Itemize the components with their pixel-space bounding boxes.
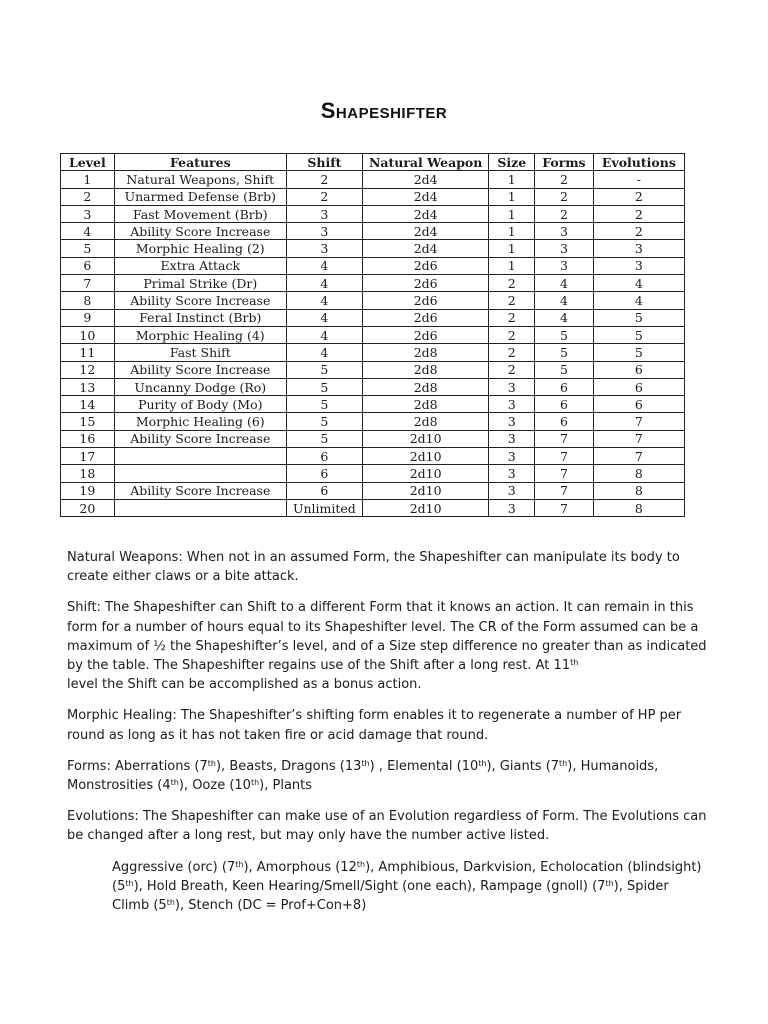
table-cell: 5 (593, 309, 684, 326)
table-cell: 14 (61, 396, 115, 413)
table-cell: 7 (535, 430, 594, 447)
table-row (61, 499, 685, 516)
table-cell: 1 (489, 257, 535, 274)
table-cell: 2d8 (362, 396, 489, 413)
table-cell: Ability Score Increase (114, 361, 286, 378)
evolution-text: ), Spider Climb (5 (112, 878, 669, 914)
evolution-ordinal: th (125, 878, 134, 888)
table-cell: 6 (593, 378, 684, 395)
table-cell: 3 (489, 465, 535, 482)
table-cell: 7 (535, 465, 594, 482)
table-cell (114, 465, 286, 482)
forms-paragraph (67, 757, 707, 795)
table-cell: 1 (489, 188, 535, 205)
table-cell: Fast Shift (114, 344, 286, 361)
table-cell: 2d6 (362, 275, 489, 292)
table-cell: 1 (489, 205, 535, 222)
table-cell: 2 (286, 188, 362, 205)
table-cell: Uncanny Dodge (Ro) (114, 378, 286, 395)
table-cell: 6 (535, 378, 594, 395)
table-row (61, 430, 685, 447)
table-cell: 7 (593, 448, 684, 465)
description-text (67, 548, 707, 927)
table-cell: 6 (535, 396, 594, 413)
table-cell: 1 (489, 223, 535, 240)
table-row (61, 188, 685, 205)
table-cell: 2 (593, 188, 684, 205)
table-cell: Feral Instinct (Brb) (114, 309, 286, 326)
table-cell: 7 (535, 448, 594, 465)
table-cell: 3 (489, 396, 535, 413)
table-cell: 3 (489, 448, 535, 465)
table-cell: - (593, 171, 684, 188)
table-cell: 17 (61, 448, 115, 465)
table-cell: 3 (489, 482, 535, 499)
table-cell: 3 (535, 257, 594, 274)
forms-ordinal: th (559, 758, 568, 768)
evolution-list-paragraph (67, 858, 707, 916)
table-cell: 2d6 (362, 326, 489, 343)
table-cell: 4 (286, 309, 362, 326)
table-cell: 8 (593, 465, 684, 482)
table-cell: 5 (61, 240, 115, 257)
table-cell: 5 (535, 344, 594, 361)
table-row (61, 309, 685, 326)
table-cell: Purity of Body (Mo) (114, 396, 286, 413)
column-header: Evolutions (593, 154, 684, 171)
evolution-ordinal: th (166, 898, 175, 908)
table-row (61, 482, 685, 499)
table-cell: 2d10 (362, 448, 489, 465)
table-cell: 2 (286, 171, 362, 188)
table-cell: 16 (61, 430, 115, 447)
table-cell: 5 (535, 326, 594, 343)
table-cell: Ability Score Increase (114, 223, 286, 240)
table-cell: Morphic Healing (2) (114, 240, 286, 257)
table-cell: 2d6 (362, 309, 489, 326)
table-cell: 2d6 (362, 257, 489, 274)
shift-text: Shift: The Shapeshifter can Shift to a different Form that it knows an action. It can remain in this form for a number of hours equal to its Shapeshifter level. The CR of the Form assumed can be a maximum of ½ the Shapeshifter’s level, and of a Size step difference no greater than as indicated by the table. The Shapeshifter regains use of the Shift after a long rest. At 11 (67, 600, 707, 674)
column-header: Natural Weapon (362, 154, 489, 171)
table-cell: 13 (61, 378, 115, 395)
table-cell: 4 (535, 292, 594, 309)
forms-ordinal: th (478, 758, 487, 768)
table-row (61, 240, 685, 257)
table-cell: 4 (286, 326, 362, 343)
table-cell: 7 (593, 430, 684, 447)
table-cell: 6 (593, 396, 684, 413)
table-cell: 20 (61, 499, 115, 516)
evolution-ordinal: th (605, 878, 614, 888)
table-row (61, 378, 685, 395)
table-cell: 18 (61, 465, 115, 482)
table-cell: 2d8 (362, 413, 489, 430)
table-row (61, 257, 685, 274)
table-row (61, 396, 685, 413)
table-cell: 4 (286, 275, 362, 292)
forms-ordinal: th (207, 758, 216, 768)
table-cell: 5 (286, 378, 362, 395)
evolution-ordinal: th (235, 859, 244, 869)
table-cell: 3 (286, 223, 362, 240)
table-cell: 6 (286, 465, 362, 482)
table-cell: 7 (535, 482, 594, 499)
table-cell: 11 (61, 344, 115, 361)
forms-ordinal: th (361, 758, 370, 768)
table-cell: Unlimited (286, 499, 362, 516)
table-cell: 3 (489, 413, 535, 430)
table-cell: 6 (535, 413, 594, 430)
table-cell: 2d8 (362, 378, 489, 395)
table-cell: Ability Score Increase (114, 292, 286, 309)
table-cell: 10 (61, 326, 115, 343)
table-cell: 2 (489, 344, 535, 361)
table-cell: 3 (593, 257, 684, 274)
table-cell: 8 (593, 482, 684, 499)
table-cell: 6 (593, 361, 684, 378)
table-cell: 1 (61, 171, 115, 188)
evolutions-paragraph: Evolutions: The Shapeshifter can make use of an Evolution regardless of Form. The Evolutions can be changed after a long rest, but may only have the number active listed. (67, 809, 707, 844)
table-cell: Ability Score Increase (114, 482, 286, 499)
table-cell: 4 (593, 292, 684, 309)
column-header: Shift (286, 154, 362, 171)
column-header: Forms (535, 154, 594, 171)
shift-text-end: level the Shift can be accomplished as a bonus action. (67, 677, 422, 693)
table-cell: 2d8 (362, 361, 489, 378)
table-cell: 19 (61, 482, 115, 499)
table-cell: 6 (61, 257, 115, 274)
table-cell: 6 (286, 448, 362, 465)
table-cell: 5 (286, 430, 362, 447)
table-cell: 2d4 (362, 223, 489, 240)
table-cell: 2 (535, 188, 594, 205)
table-cell: 2d4 (362, 171, 489, 188)
table-cell: 4 (286, 257, 362, 274)
table-cell: 7 (61, 275, 115, 292)
evolution-text: ), Amphibious, Darkvision, Echolocation (blindsight) (5 (112, 859, 702, 894)
table-row (61, 413, 685, 430)
table-cell: 12 (61, 361, 115, 378)
table-cell: 5 (286, 413, 362, 430)
shift-paragraph (67, 598, 707, 694)
table-cell: Unarmed Defense (Brb) (114, 188, 286, 205)
table-cell: 5 (593, 344, 684, 361)
table-row (61, 465, 685, 482)
column-header: Features (114, 154, 286, 171)
column-header: Level (61, 154, 115, 171)
table-cell: 2 (489, 275, 535, 292)
table-body (61, 171, 685, 517)
table-cell: 2 (489, 292, 535, 309)
table-cell (114, 499, 286, 516)
column-header: Size (489, 154, 535, 171)
shift-ordinal: th (570, 658, 579, 668)
table-cell: 4 (593, 275, 684, 292)
table-cell: 2 (593, 223, 684, 240)
table-cell: 2 (489, 326, 535, 343)
table-cell: 2d10 (362, 465, 489, 482)
forms-text: ), Beasts, Dragons (13 (215, 758, 362, 774)
table-cell: 5 (286, 361, 362, 378)
table-cell: 2d4 (362, 188, 489, 205)
table-cell: Extra Attack (114, 257, 286, 274)
table-cell: 4 (61, 223, 115, 240)
table-cell: 1 (489, 240, 535, 257)
table-row (61, 344, 685, 361)
table-cell: 2 (535, 205, 594, 222)
evolution-text: ), Stench (DC = Prof+Con+8) (174, 898, 367, 914)
table-cell: 2d4 (362, 240, 489, 257)
table-cell: 2d4 (362, 205, 489, 222)
forms-text: ), Humanoids, Monstrosities (4 (67, 758, 659, 794)
evolution-text: Aggressive (orc) (7 (112, 859, 236, 875)
forms-text: ) , Elemental (10 (369, 758, 479, 774)
table-row (61, 275, 685, 292)
table-cell: Morphic Healing (6) (114, 413, 286, 430)
table-row (61, 292, 685, 309)
table-cell: 3 (61, 205, 115, 222)
page-title: Shapeshifter (320, 98, 448, 123)
table-cell (114, 448, 286, 465)
morphic-healing-paragraph: Morphic Healing: The Shapeshifter’s shifting form enables it to regenerate a number of HP per round as long as it has not taken fire or acid damage that round. (67, 708, 682, 743)
table-cell: 2 (61, 188, 115, 205)
table-cell: 7 (535, 499, 594, 516)
table-cell: 5 (593, 326, 684, 343)
table-cell: 3 (489, 378, 535, 395)
table-cell: 6 (286, 482, 362, 499)
table-cell: 2d6 (362, 292, 489, 309)
table-cell: 1 (489, 171, 535, 188)
table-cell: Natural Weapons, Shift (114, 171, 286, 188)
table-cell: 4 (286, 344, 362, 361)
table-cell: 7 (593, 413, 684, 430)
table-cell: 3 (489, 430, 535, 447)
table-cell: 4 (286, 292, 362, 309)
table-cell: 3 (535, 223, 594, 240)
forms-text: ), Giants (7 (486, 758, 560, 774)
shapeshifter-level-table (60, 153, 685, 517)
forms-text: ), Plants (259, 778, 313, 794)
table-cell: 8 (593, 499, 684, 516)
evolution-text: ), Hold Breath, Keen Hearing/Smell/Sight (one each), Rampage (gnoll) (7 (133, 878, 606, 894)
table-cell: Morphic Healing (4) (114, 326, 286, 343)
table-cell: 2d10 (362, 499, 489, 516)
evolution-ordinal: th (356, 859, 366, 869)
table-cell: 2d10 (362, 482, 489, 499)
evolution-text: ), Amorphous (12 (243, 859, 357, 875)
table-row (61, 223, 685, 240)
table-row (61, 171, 685, 188)
table-cell: 15 (61, 413, 115, 430)
table-cell: 9 (61, 309, 115, 326)
table-cell: 3 (593, 240, 684, 257)
table-cell: 2d8 (362, 344, 489, 361)
table-cell: 5 (286, 396, 362, 413)
table-cell: 4 (535, 309, 594, 326)
table-cell: 8 (61, 292, 115, 309)
table-row (61, 448, 685, 465)
table-row (61, 361, 685, 378)
table-cell: 4 (535, 275, 594, 292)
table-cell: 2 (535, 171, 594, 188)
table-cell: Primal Strike (Dr) (114, 275, 286, 292)
table-cell: 2 (489, 309, 535, 326)
forms-ordinal: th (170, 778, 179, 788)
table-cell: 2 (489, 361, 535, 378)
table-row (61, 326, 685, 343)
table-cell: 2 (593, 205, 684, 222)
table-cell: 3 (286, 205, 362, 222)
table-header-row (61, 154, 685, 171)
forms-text: Forms: Aberrations (7 (67, 758, 208, 774)
table-cell: 3 (535, 240, 594, 257)
table-row (61, 205, 685, 222)
table-cell: Fast Movement (Brb) (114, 205, 286, 222)
table-cell: Ability Score Increase (114, 430, 286, 447)
table-cell: 3 (489, 499, 535, 516)
forms-text: ), Ooze (10 (178, 778, 251, 794)
table-cell: 2d10 (362, 430, 489, 447)
natural-weapons-paragraph: Natural Weapons: When not in an assumed Form, the Shapeshifter can manipulate its body to create either claws or a bite attack. (67, 550, 680, 585)
table-cell: 5 (535, 361, 594, 378)
forms-ordinal: th (250, 778, 260, 788)
table-cell: 3 (286, 240, 362, 257)
